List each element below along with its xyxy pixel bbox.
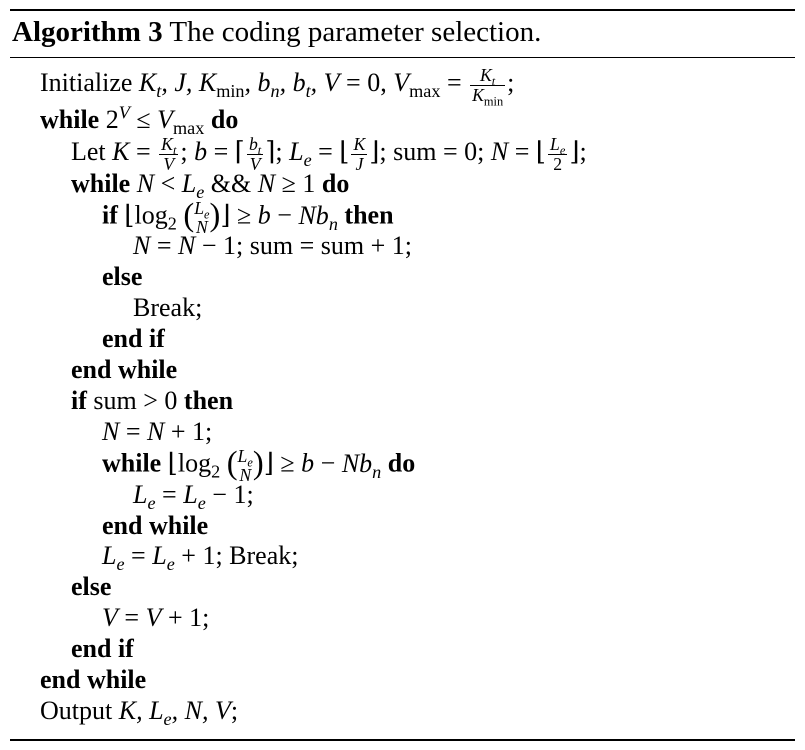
line-break-1: Break; <box>133 293 203 322</box>
line-else-1: else <box>102 262 143 291</box>
line-decrement: N = N − 1; sum = sum + 1; <box>133 231 413 260</box>
line-outer-while: while $2^V \le V_{max}$ do <box>40 102 239 139</box>
algorithm-label: Algorithm 3 <box>12 16 163 48</box>
bottom-rule <box>10 739 795 741</box>
line-end-while-outer: end while <box>40 665 147 694</box>
line-if-log: if $⌊\log_2$ ( $L_e$ N )⌋ ≥ $b - Nb_n$ then <box>102 197 394 237</box>
line-end-if-2: end if <box>71 634 134 663</box>
line-end-while-2: end while <box>102 511 209 540</box>
algorithm-title: The coding parameter selection. <box>169 16 542 48</box>
fraction-kt-kmin: $\frac{K_t}{K_{min}}$ <box>472 65 504 109</box>
line-increment-le: $L_e = L_e + 1$; Break; <box>102 541 299 575</box>
line-end-while-1: end while <box>71 355 178 384</box>
line-increment-v: V = V + 1; <box>102 603 210 632</box>
line-inner-while-1: while $N < L_e$ && N ≥ 1 do <box>71 169 350 203</box>
line-output: Output K, $L_e$, N, V; <box>40 696 239 730</box>
line-end-if-1: end if <box>102 324 165 353</box>
line-increment-n: N = N + 1; <box>102 417 213 446</box>
top-rule <box>10 9 795 11</box>
line-else-2: else <box>71 572 112 601</box>
algorithm-caption <box>12 13 541 51</box>
line-initialize: Initialize $K_t$, J, $K_{min}$, $b_n$, $b_t$, V = 0, $V_{max}$ = $\frac{K_t}{K_{min}}$ ; <box>40 65 515 109</box>
line-decrement-le: $L_e = L_e - 1$; <box>133 480 254 514</box>
line-if-sum: if sum > 0 then <box>71 386 234 415</box>
line-let: Let K = $\frac{K_t}{V}$ ; b = ⌈ $\frac{b_t}{V}$ ⌉; $L_e$ = ⌊ $\frac{K}{J}$ ⌋; sum = 0; N = ⌊ $\frac{L_e}{2}$ ⌋; <box>71 134 587 174</box>
line-inner-while-2: while $⌊\log_2$ ( $L_e$ N )⌋ ≥ $b - Nb_n$ do <box>102 445 416 485</box>
caption-rule <box>10 57 795 58</box>
